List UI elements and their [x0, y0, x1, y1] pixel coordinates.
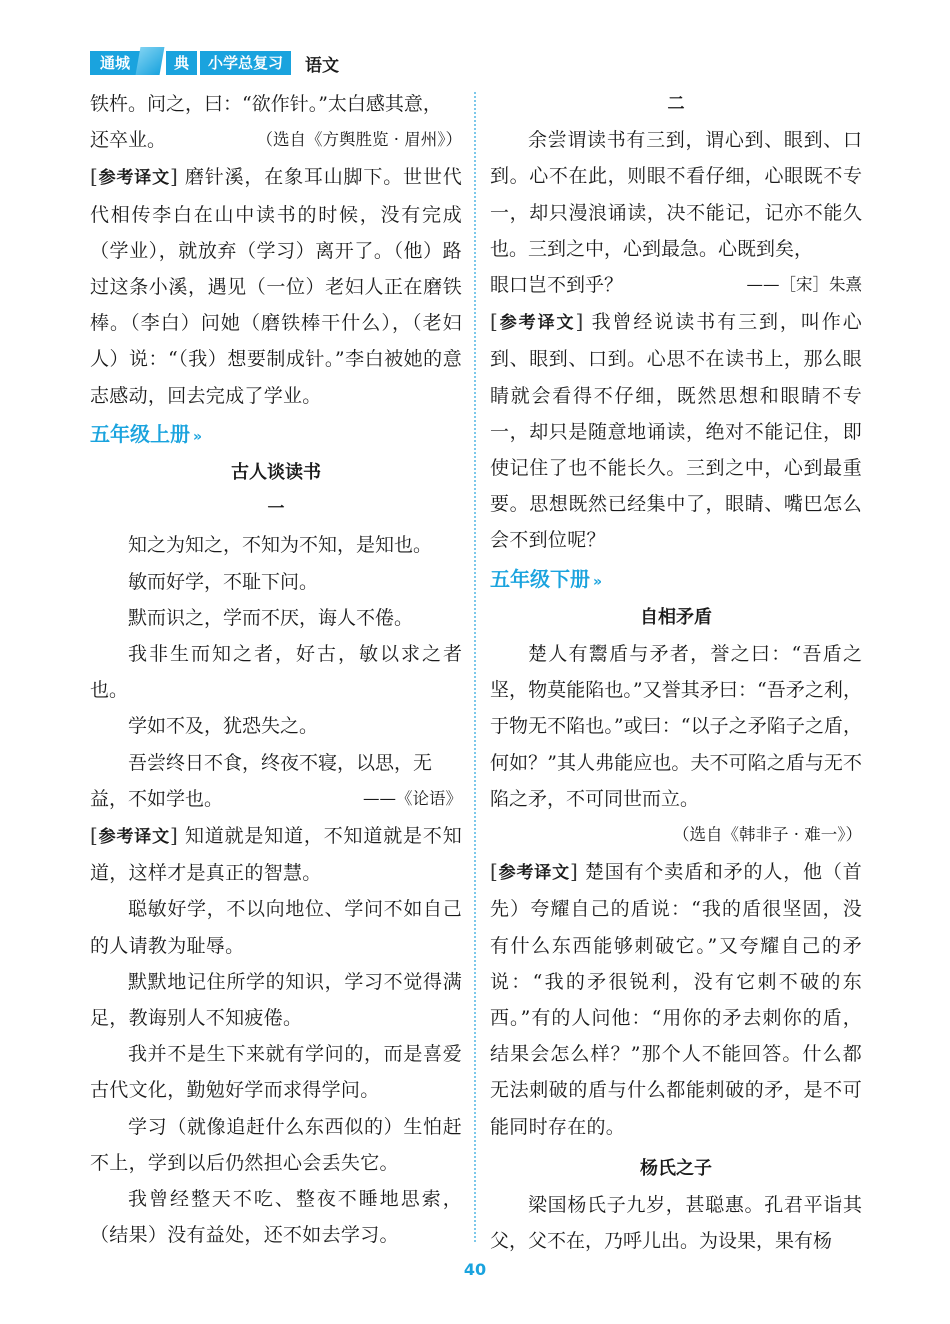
translation-paragraph: [参考译文] 磨针溪，在象耳山脚下。世世代代相传李白在山中读书的时候，没有完成（学业），就放弃（学习）离开了。（他）路过这条小溪，遇见（一位）老妇人正在磨铁棒。（李白）问她（磨铁棒干什么），（老妇人）说：“（我）想要制成针。”李白被她的意志感动，回去完成了学业。: [90, 164, 463, 407]
column-divider: [474, 92, 476, 1242]
text-line: 铁杵。问之，曰：“欲作针。”太白感其意，: [90, 93, 442, 115]
quote-line: 默而识之，学而不厌，诲人不倦。: [128, 606, 414, 629]
translation-text: 磨针溪，在象耳山脚下。世世代代相传李白在山中读书的时候，没有完成（学业），就放弃（学习）离开了。（他）路过这条小溪，遇见（一位）老妇人正在磨铁棒。（李白）问她（磨铁棒干什么），（老妇人）说：“（我）想要制成针。”李白被她的意志感动，回去完成了学业。: [90, 166, 463, 407]
section-number: 一: [267, 499, 285, 520]
translation-paragraph: 我曾经整天不吃、整夜不睡地思索，（结果）没有益处，还不如去学习。: [90, 1188, 462, 1247]
double-chevron-icon: »: [193, 428, 203, 445]
quote-line: 吾尝终日不食，终夜不寝，以思，无: [128, 751, 433, 774]
translation-paragraph: 聪敏好学，不以向地位、学问不如自己的人请教为耻辱。: [90, 898, 462, 957]
translation-text: 楚国有个卖盾和矛的人，他（首先）夸耀自己的盾说：“我的盾很坚固，没有什么东西能够刺破它。”又夸耀自己的矛说：“我的矛很锐利，没有它刺不破的东西。”有的人问他：“用你的矛去刺你的盾，结果会怎么样？”那个人不能回答。什么都无法刺破的盾与什么都能刺破的矛，是不可能同时存在的。: [490, 861, 863, 1138]
source-citation: ——《论语》: [363, 788, 462, 808]
grade-text: 五年级上册: [90, 421, 190, 446]
series-label: 通城: [90, 51, 140, 75]
translation-paragraph: [参考译文] 知道就是知道，不知道就是不知道，这样才是真正的智慧。: [90, 823, 463, 885]
translation-paragraph: 我并不是生下来就有学问的，而是喜爱古代文化，勤勉好学而求得学问。: [90, 1043, 462, 1102]
book-logo-icon: [136, 47, 165, 75]
quote-line: 敏而好学，不耻下问。: [128, 570, 319, 593]
text-paragraph: 楚人有鬻盾与矛者，誉之曰：“吾盾之坚，物莫能陷也。”又誉其矛曰：“吾矛之利，于物无不陷也。”或曰：“以子之矛陷子之盾，何如？”其人弗能应也。夫不可陷之盾与无不陷之矛，不可同世而立。: [490, 643, 862, 810]
subject-label: 语文: [305, 55, 340, 76]
series-subtitle: 小学总复习: [200, 51, 291, 75]
lesson-title: 古人谈读书: [231, 462, 321, 484]
text-line-with-source: [490, 267, 862, 303]
reference-label: 参考译文: [498, 863, 570, 884]
section-number: 二: [667, 94, 685, 114]
lesson-title: 自相矛盾: [640, 606, 712, 628]
translation-paragraph: 学习（就像追赶什么东西似的）生怕赶不上，学到以后仍然担心会丢失它。: [90, 1115, 462, 1174]
text-fragment: 益，不如学也。: [90, 787, 224, 810]
source-citation: （选自《方舆胜览 · 眉州》）: [256, 130, 462, 150]
translation-text: 知道就是知道，不知道就是不知道，这样才是真正的智慧。: [90, 825, 463, 885]
reference-label: 参考译文: [498, 313, 576, 334]
grade-text: 五年级下册: [490, 566, 590, 591]
source-citation: （选自《韩非子 · 难一》）: [673, 825, 862, 845]
text-line-with-source: [90, 122, 462, 158]
source-citation: ——［宋］朱熹: [746, 275, 862, 295]
translation-paragraph: [参考译文] 我曾经说读书有三到，叫作心到、眼到、口到。心思不在读书上，那么眼睛就会看得不仔细，既然思想和眼睛不专一，却只是随意地诵读，绝对不能记住，即使记住了也不能长久。三到之中，心到最重要。思想既然已经集中了，眼睛、嘴巴怎么会不到位呢？: [490, 309, 863, 552]
right-column: [490, 86, 862, 1260]
reference-label: 参考译文: [98, 827, 170, 848]
double-chevron-icon: »: [593, 573, 603, 590]
text-fragment: 眼口岂不到乎？: [490, 274, 624, 297]
left-column: [90, 86, 462, 1254]
quote-line: 知之为知之，不知为不知，是知也。: [128, 534, 433, 557]
page-header: [90, 50, 339, 76]
quote-line: 学如不及，犹恐失之。: [128, 715, 319, 738]
text-paragraph: 余尝谓读书有三到，谓心到、眼到、口到。心不在此，则眼不看仔细，心眼既不专一，却只漫浪诵读，决不能记，记亦不能久也。三到之中，心到最急。心既到矣，: [490, 129, 862, 260]
page-number: 40: [463, 1260, 487, 1279]
grade-heading: [90, 416, 462, 455]
quote-line-with-source: [90, 781, 462, 817]
grade-heading: [490, 561, 862, 600]
series-label-2: 典: [166, 51, 197, 75]
text-fragment: 还卒业。: [90, 129, 167, 152]
translation-text: 我曾经说读书有三到，叫作心到、眼到、口到。心思不在读书上，那么眼睛就会看得不仔细，既然思想和眼睛不专一，却只是随意地诵读，绝对不能记住，即使记住了也不能长久。三到之中，心到最重要。思想既然已经集中了，眼睛、嘴巴怎么会不到位呢？: [490, 311, 863, 552]
translation-paragraph: [参考译文] 楚国有个卖盾和矛的人，他（首先）夸耀自己的盾说：“我的盾很坚固，没有什么东西能够刺破它。”又夸耀自己的矛说：“我的矛很锐利，没有它刺不破的东西。”有的人问他：“用你的矛去刺你的盾，结果会怎么样？”那个人不能回答。什么都无法刺破的盾与什么都能刺破的矛，是不可能同时存在的。: [490, 859, 863, 1138]
translation-paragraph: 默默地记住所学的知识，学习不觉得满足，教诲别人不知疲倦。: [90, 970, 462, 1030]
lesson-title: 杨氏之子: [640, 1157, 712, 1179]
text-paragraph: 梁国杨氏子九岁，甚聪惠。孔君平诣其父，父不在，乃呼儿出。为设果，果有杨: [490, 1194, 862, 1253]
quote-line: 我非生而知之者，好古，敏以求之者也。: [90, 643, 462, 702]
reference-label: 参考译文: [98, 168, 170, 189]
